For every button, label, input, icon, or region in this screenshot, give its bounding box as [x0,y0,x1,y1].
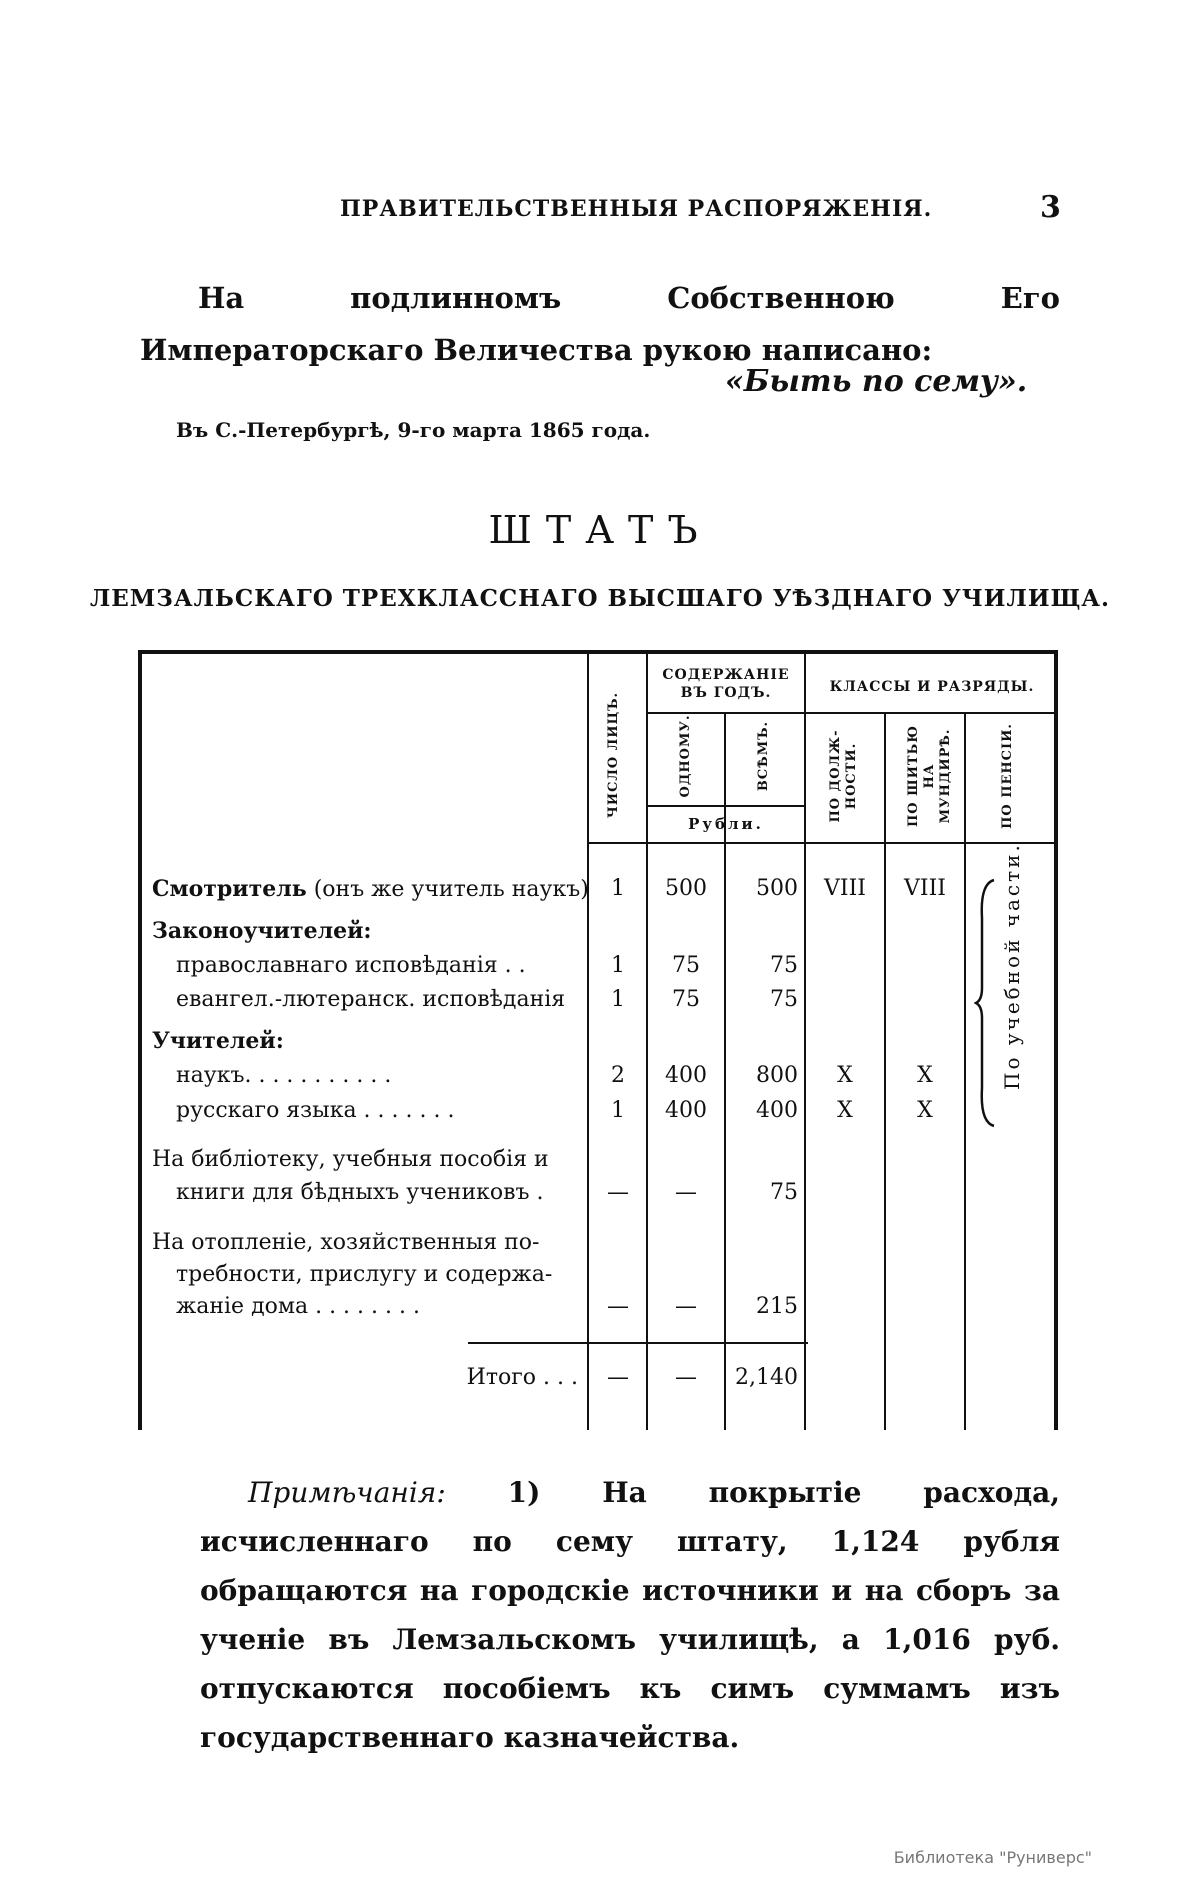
pension-brace-text: По учебной части. [1000,842,1024,1090]
intro-text: На подлинномъ Собственною Его Императорскаго Величества рукою написано: [140,281,1060,367]
col-sep-all [804,650,806,1430]
row-russian-one: 400 [665,1098,707,1123]
class-group-rule [804,712,1058,714]
row-library-one: — [675,1180,697,1205]
row-orthodox-label: православнаго исповѣданія . . [176,953,526,978]
pension-brace-icon [974,878,998,1128]
running-title: ПРАВИТЕЛЬСТВЕННЫЯ РАСПОРЯЖЕНІЯ. [340,196,933,222]
header-salary-group: СОДЕРЖАНІЕ ВЪ ГОДЪ. [662,667,790,701]
row-library-count: — [607,1180,629,1205]
total-count: — [607,1365,629,1390]
row-smotritel-label [152,876,589,902]
notes [200,1468,1060,1762]
total-label: Итого . . . [466,1365,578,1390]
row-heating-one: — [675,1294,697,1319]
row-lutheran-all: 75 [770,987,798,1012]
header-class-group: КЛАССЫ И РАЗРЯДЫ. [829,679,1035,695]
table-left-rule [138,650,142,1430]
row-heating-count: — [607,1294,629,1319]
row-smotritel-one: 500 [665,876,707,901]
header-class-position: ПО ДОЛЖ- НОСТИ. [828,729,859,823]
total-one: — [675,1365,697,1390]
row-russian-position: X [837,1098,853,1123]
row-russian-all: 400 [756,1098,798,1123]
header-bottom-rule [588,842,1058,844]
row-smotritel-title: Смотритель [152,876,307,902]
row-smotritel-all: 500 [756,876,798,901]
row-orthodox-all: 75 [770,953,798,978]
header-salary-one: ОДНОМУ. [678,714,693,798]
row-sciences-count: 2 [611,1063,625,1088]
table-right-rule [1054,650,1058,1430]
row-orthodox-count: 1 [611,953,625,978]
row-orthodox-one: 75 [672,953,700,978]
row-sciences-all: 800 [756,1063,798,1088]
header-class-pension: ПО ПЕНСІИ. [1000,723,1015,829]
row-russian-label: русскаго языка . . . . . . . [176,1098,455,1123]
total-all: 2,140 [735,1365,798,1390]
library-credit: Библиотека "Руниверс" [893,1848,1092,1867]
header-class-uniform: ПО ШИТЬЮ НА МУНДИРѢ. [906,724,953,828]
header-currency: Рубли. [688,815,764,833]
page-number: 3 [1040,190,1061,225]
currency-rule [646,805,806,807]
imperial-resolution: «Быть по сему». [725,364,1028,399]
notes-text: 1) На покрытіе расхода, исчисленнаго по сему штату, 1,124 рубля обращаются на городскіе источники и на сборъ за ученіе въ Лемзальскомъ училищѣ, а 1,016 руб. отпускаются пособіемъ къ симъ суммамъ изъ государственнаго казначейства. [200,1476,1060,1754]
row-sciences-label: наукъ. . . . . . . . . . . [176,1063,392,1088]
row-library-line1: На библіотеку, учебныя пособія и [152,1147,549,1172]
col-sep-one [646,650,648,1430]
total-rule [468,1342,808,1344]
header-salary-all: ВСѢМЪ. [756,720,771,792]
row-smotritel-position: VIII [824,876,866,901]
row-library-all: 75 [770,1180,798,1205]
staff-table [138,650,1058,1430]
row-heating-line3: жаніе дома . . . . . . . . [176,1294,420,1319]
row-sciences-one: 400 [665,1063,707,1088]
row-teachers-heading: Учителей: [152,1028,284,1054]
table-top-rule [138,650,1058,654]
row-heating-line1: На отопленіе, хозяйственныя по- [152,1230,540,1255]
row-sciences-position: X [837,1063,853,1088]
row-smotritel-count: 1 [611,876,625,901]
row-smotritel-note: (онъ же учитель наукъ) [306,877,589,902]
notes-lead: Примѣчанія: [248,1476,446,1509]
row-zakon-heading: Законоучителей: [152,918,372,944]
row-lutheran-count: 1 [611,987,625,1012]
col-sep-count [587,650,589,1430]
document-subtitle: ЛЕМЗАЛЬСКАГО ТРЕХКЛАССНАГО ВЫСШАГО УѢЗДНАГО УЧИЛИЩА. [89,585,1111,612]
row-library-line2: книги для бѣдныхъ учениковъ . [176,1180,544,1205]
col-sep-uniform [964,712,966,1430]
place-date: Въ С.-Петербургѣ, 9-го марта 1865 года. [176,418,651,442]
row-lutheran-one: 75 [672,987,700,1012]
header-count: ЧИСЛО ЛИЦЪ. [606,691,621,819]
row-heating-all: 215 [756,1294,798,1319]
row-russian-uniform: X [917,1098,933,1123]
row-smotritel-uniform: VIII [904,876,946,901]
row-russian-count: 1 [611,1098,625,1123]
row-heating-line2: требности, прислугу и содержа- [176,1262,553,1287]
salary-group-rule [646,712,806,714]
row-sciences-uniform: X [917,1063,933,1088]
document-title: ШТАТЪ [488,508,712,552]
row-lutheran-label: евангел.-лютеранск. исповѣданія [176,987,566,1012]
